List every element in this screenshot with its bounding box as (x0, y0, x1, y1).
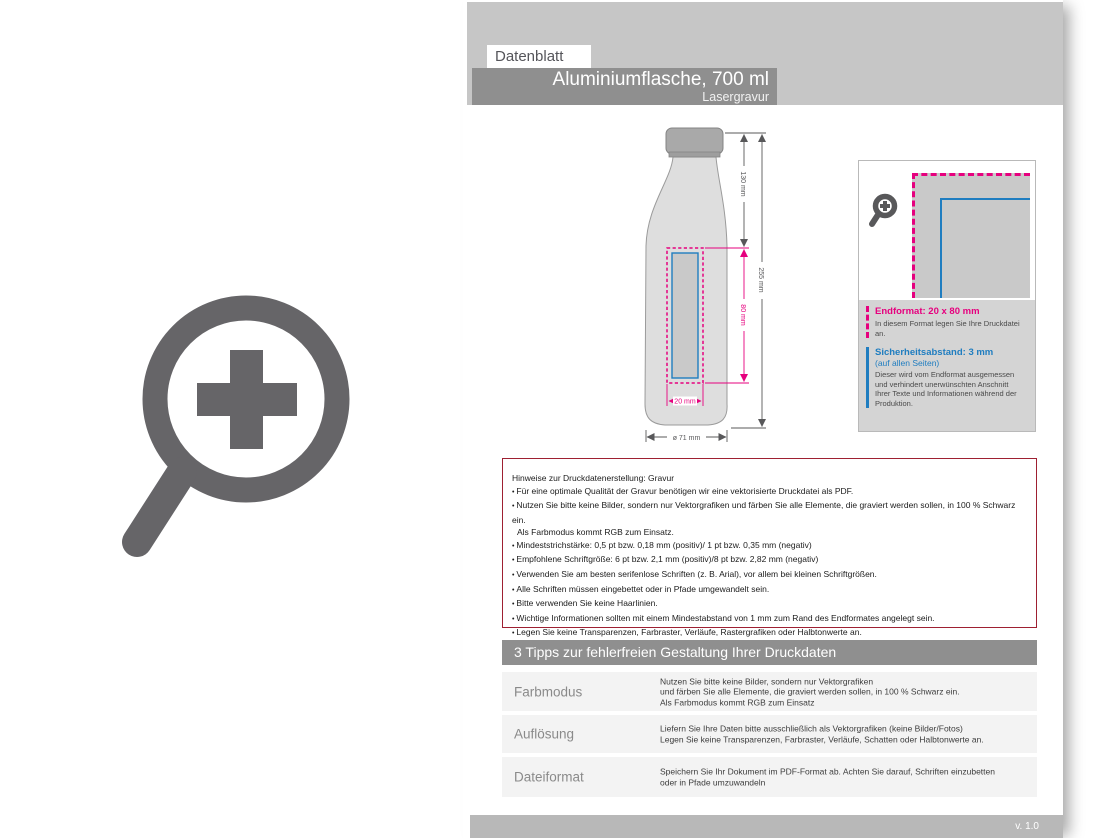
hint-item: Als Farbmodus kommt RGB zum Einsatz. (517, 527, 674, 538)
page-title: Aluminiumflasche, 700 ml (552, 69, 769, 90)
tip-line: Nutzen Sie bitte keine Bilder, sondern nur Vektorgrafiken (660, 675, 874, 686)
tip-line: Liefern Sie Ihre Daten bitte ausschließlich als Vektorgrafiken (keine Bilder/Fotos) (660, 723, 963, 734)
format-text-panel (859, 300, 1035, 431)
page-subtitle: Lasergravur (702, 90, 769, 104)
bottle-cap (666, 128, 723, 154)
version-footer (470, 815, 1063, 838)
plus-vertical (230, 350, 263, 449)
safety-text: Dieser wird vom Endformat ausgemessen und verhindert unerwünschten Anschnitt Ihrer Texte und Informationen während der Produktion. (875, 370, 1017, 408)
tip-line: Speichern Sie Ihr Dokument im PDF-Format ab. Achten Sie darauf, Schriften einzubetten (660, 766, 995, 777)
hints-title: Hinweise zur Druckdatenerstellung: Gravur (512, 473, 675, 483)
hint-item: • Wichtige Informationen sollten mit einem Mindestabstand von 1 mm zum Rand des Endformates angelegt sein. (512, 612, 1026, 627)
tip-line: Als Farbmodus kommt RGB zum Einsatz (660, 696, 815, 707)
hint-item: • Verwenden Sie am besten serifenlose Schriften (z. B. Arial), vor allem bei kleinen Schriftgrößen. (512, 568, 1026, 583)
tip-label: Farbmodus (514, 684, 583, 699)
hint-item: • Für eine optimale Qualität der Gravur benötigen wir eine vektorisierte Druckdatei als PDF. (512, 485, 1026, 500)
hint-item: • Nutzen Sie bitte keine Bilder, sondern nur Vektorgrafiken und färben Sie alle Elemente, die graviert werden sollen, in 100 % Schwarz ein. (512, 499, 1026, 526)
endformat-block (866, 306, 1029, 338)
dim-diameter-label: ø 71 mm (672, 435, 701, 442)
format-info-panel (858, 160, 1036, 432)
datenblatt-tab: Datenblatt (487, 45, 591, 68)
tip-label: Auflösung (514, 726, 575, 742)
dim-print-height-label: 80 mm (739, 304, 746, 326)
bottle-diagram (633, 118, 783, 448)
format-preview-box (859, 161, 1035, 300)
hint-item: • Alle Schriften müssen eingebettet oder in Pfade umgewandelt sein. (512, 583, 1026, 598)
hint-item: • Empfohlene Schriftgröße: 6 pt bzw. 2,1 mm (positiv)/8 pt bzw. 2,82 mm (negativ) (512, 553, 1026, 568)
magnifier-handle (137, 472, 182, 542)
hint-item: • Mindeststrichstärke: 0,5 pt bzw. 0,18 mm (positiv)/ 1 pt bzw. 0,35 mm (negativ) (512, 539, 1026, 554)
tip-description (660, 724, 1030, 745)
print-area (667, 248, 703, 383)
title-bar (472, 68, 777, 105)
endformat-text: In diesem Format legen Sie Ihre Druckdatei an. (875, 319, 1020, 338)
tip-line: und färben Sie alle Elemente, die graviert werden sollen, in 100 % Schwarz ein. (660, 686, 960, 697)
dim-top-label: 130 mm (739, 171, 746, 197)
tip-row-dateiformat (502, 757, 1037, 797)
tips-header: 3 Tipps zur fehlerfreien Gestaltung Ihrer Druckdaten (502, 640, 1037, 665)
zoom-detail-icon (867, 191, 905, 235)
hint-item: • Legen Sie keine Transparenzen, Farbraster, Verläufe, Rastergrafiken oder Halbtonwerte an. (512, 626, 1026, 641)
hint-item: • Bitte verwenden Sie keine Haarlinien. (512, 597, 1026, 612)
corner-preview (912, 173, 1030, 298)
datasheet-page (463, 0, 1063, 838)
dim-total-label: 255 mm (757, 267, 764, 293)
safety-margin-corner (940, 198, 1030, 298)
hints-box (502, 458, 1037, 638)
safety-subtitle: (auf allen Seiten) (875, 358, 940, 368)
dim-print-width-label: 20 mm (674, 398, 696, 406)
safety-title: Sicherheitsabstand: 3 mm (875, 347, 994, 358)
tip-row-aufloesung (502, 715, 1037, 753)
zoom-in-icon (110, 280, 370, 570)
tip-description (660, 676, 1030, 708)
tip-row-farbmodus (502, 672, 1037, 711)
safety-block (866, 347, 1029, 408)
tip-description (660, 767, 1030, 788)
tip-line: Legen Sie keine Transparenzen, Farbraster, Verläufe, Schatten oder Halbtonwerte an. (660, 734, 984, 744)
version-label: v. 1.0 (1015, 821, 1039, 832)
tip-line: oder in Pfade umzuwandeln (660, 777, 766, 787)
tip-label: Dateiformat (514, 769, 584, 785)
endformat-title: Endformat: 20 x 80 mm (875, 306, 980, 317)
